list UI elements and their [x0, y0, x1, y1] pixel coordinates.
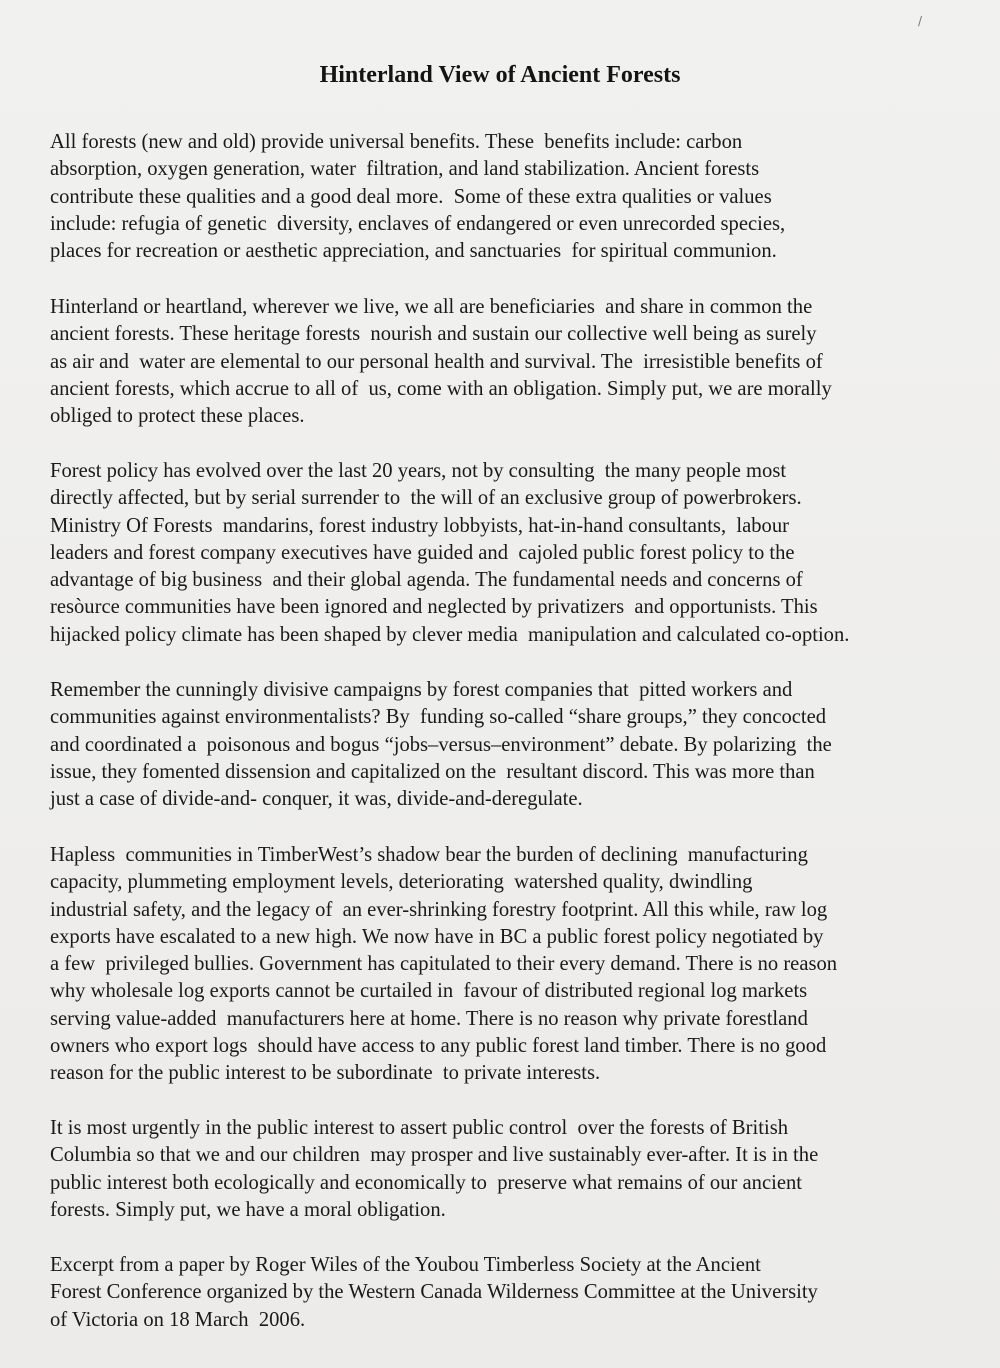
paragraph-2: [50, 294, 990, 430]
paragraph-7-attribution: [50, 1252, 990, 1334]
text-line: issue, they fomented dissension and capitalized on the resultant discord. This was more than: [50, 760, 815, 783]
text-line: directly affected, but by serial surrender to the will of an exclusive group of powerbrokers.: [50, 487, 802, 510]
text-line: and coordinated a poisonous and bogus “jobs–versus–environment” debate. By polarizing the: [50, 733, 832, 756]
text-line: as air and water are elemental to our personal health and survival. The irresistible benefits of: [50, 350, 823, 373]
text-line: capacity, plummeting employment levels, deteriorating watershed quality, dwindling: [50, 871, 753, 894]
text-line: hijacked policy climate has been shaped by clever media manipulation and calculated co-option.: [50, 623, 850, 646]
text-line: just a case of divide-and- conquer, it was, divide-and-deregulate.: [50, 788, 583, 811]
text-line: reason for the public interest to be subordinate to private interests.: [50, 1062, 601, 1085]
text-line: forests. Simply put, we have a moral obligation.: [50, 1198, 446, 1221]
text-line: serving value-added manufacturers here at home. There is no reason why private forestland: [50, 1007, 808, 1030]
text-line: It is most urgently in the public interest to assert public control over the forests of British: [50, 1117, 789, 1139]
text-line: exports have escalated to a new high. We now have in BC a public forest policy negotiated by: [50, 925, 824, 948]
text-line: Forest policy has evolved over the last 20 years, not by consulting the many people most: [50, 460, 787, 482]
paragraph-3: [50, 458, 990, 649]
text-line: communities against environmentalists? By funding so-called “share groups,” they concocted: [50, 706, 827, 729]
text-line: Columbia so that we and our children may prosper and live sustainably ever-after. It is in the: [50, 1144, 819, 1167]
text-line: Hapless communities in TimberWest’s shadow bear the burden of declining manufacturing: [50, 844, 808, 866]
text-line: ancient forests. These heritage forests nourish and sustain our collective well being as surely: [50, 323, 817, 346]
text-line: owners who export logs should have access to any public forest land timber. There is no good: [50, 1035, 827, 1058]
text-line: industrial safety, and the legacy of an ever-shrinking forestry footprint. All this while, raw log: [50, 898, 828, 921]
text-line: ancient forests, which accrue to all of us, come with an obligation. Simply put, we are morally: [50, 377, 832, 400]
text-line: absorption, oxygen generation, water filtration, and land stabilization. Ancient forests: [50, 158, 760, 181]
text-line: advantage of big business and their global agenda. The fundamental needs and concerns of: [50, 569, 803, 592]
text-line: public interest both ecologically and economically to preserve what remains of our ancient: [50, 1171, 802, 1194]
text-line: Hinterland or heartland, wherever we live, we all are beneficiaries and share in common the: [50, 296, 813, 318]
text-line: resòurce communities have been ignored and neglected by privatizers and opportunists. This: [50, 596, 818, 619]
text-line: Remember the cunningly divisive campaigns by forest companies that pitted workers and: [50, 679, 793, 701]
text-line: leaders and forest company executives have guided and cajoled public forest policy to the: [50, 541, 795, 564]
text-line: Forest Conference organized by the Western Canada Wilderness Committee at the University: [50, 1281, 818, 1304]
paragraph-4: [50, 677, 990, 813]
text-line: obliged to protect these places.: [50, 405, 305, 428]
text-line: a few privileged bullies. Government has capitulated to their every demand. There is no reason: [50, 953, 838, 976]
paragraph-5: [50, 842, 990, 1088]
text-line: places for recreation or aesthetic appreciation, and sanctuaries for spiritual communion.: [50, 240, 777, 263]
text-line: All forests (new and old) provide universal benefits. These benefits include: carbon: [50, 131, 743, 153]
text-line: Ministry Of Forests mandarins, forest industry lobbyists, hat-in-hand consultants, labour: [50, 514, 790, 537]
text-line: include: refugia of genetic diversity, enclaves of endangered or even unrecorded species,: [50, 212, 786, 235]
document-title: Hinterland View of Ancient Forests: [319, 62, 681, 88]
text-line: Excerpt from a paper by Roger Wiles of the Youbou Timberless Society at the Ancient: [50, 1254, 761, 1276]
text-line: contribute these qualities and a good deal more. Some of these extra qualities or values: [50, 185, 772, 208]
text-line: why wholesale log exports cannot be curtailed in favour of distributed regional log markets: [50, 980, 808, 1003]
paragraph-6: [50, 1115, 990, 1224]
paragraph-1: [50, 129, 990, 265]
text-line: of Victoria on 18 March 2006.: [50, 1308, 306, 1331]
corner-mark: /: [918, 14, 923, 28]
